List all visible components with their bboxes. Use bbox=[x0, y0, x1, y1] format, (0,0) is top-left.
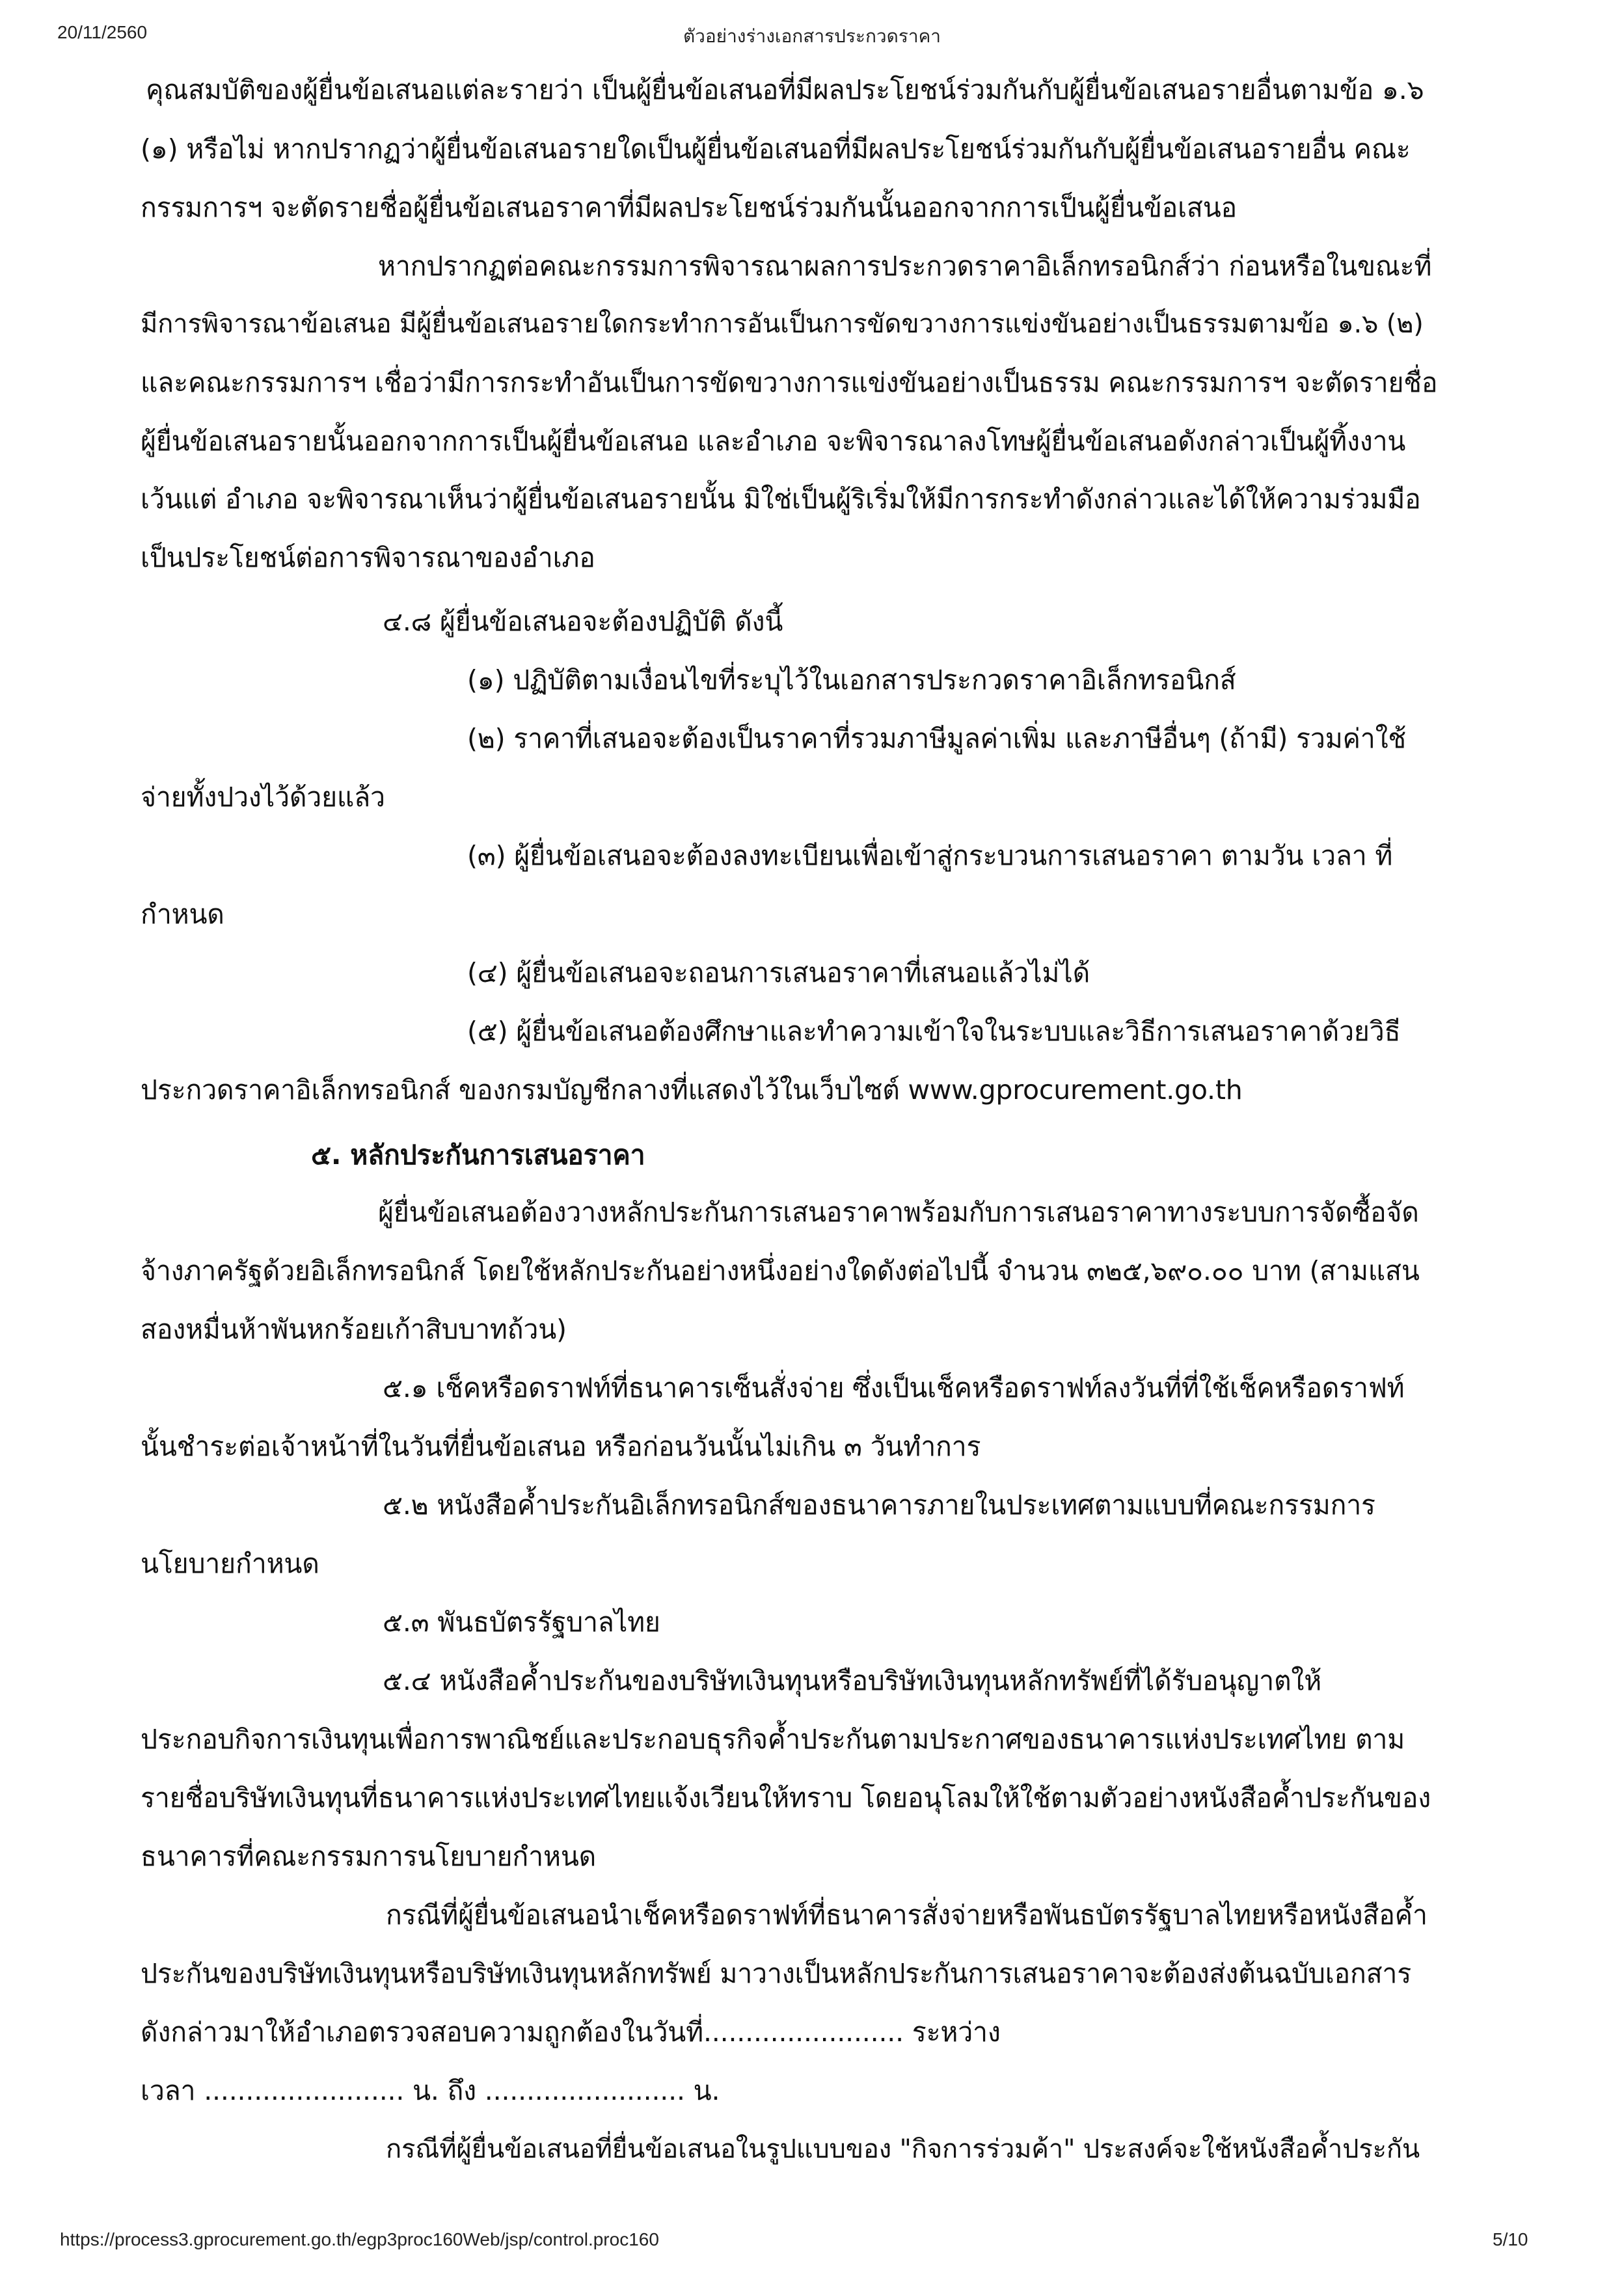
text-line-31: ธนาคารที่คณะกรรมการนโยบายกำหนด bbox=[141, 1841, 597, 1872]
text-line-18: ประกวดราคาอิเล็กทรอนิกส์ ของกรมบัญชีกลางที่แสดงไว้ในเว็บไซต์ www.gprocurement.go.th bbox=[141, 1074, 1243, 1106]
text-line-20: ผู้ยื่นข้อเสนอต้องวางหลักประกันการเสนอราคาพร้อมกับการเสนอราคาทางระบบการจัดซื้อจัด bbox=[378, 1197, 1419, 1228]
page-header-title: ตัวอย่างร่างเอกสารประกวดราคา bbox=[683, 26, 941, 46]
text-line-13: จ่ายทั้งปวงไว้ด้วยแล้ว bbox=[141, 781, 385, 813]
text-line-33: ประกันของบริษัทเงินทุนหรือบริษัทเงินทุนหลักทรัพย์ มาวางเป็นหลักประกันการเสนอราคาจะต้องส่งต้นฉบับเอกสาร bbox=[141, 1958, 1412, 1989]
page-number: 5/10 bbox=[1493, 2229, 1528, 2249]
section-5-heading: ๕. หลักประกันการเสนอราคา bbox=[311, 1139, 645, 1171]
item-4-8-2: (๒) ราคาที่เสนอจะต้องเป็นราคาที่รวมภาษีมูลค่าเพิ่ม และภาษีอื่นๆ (ถ้ามี) รวมค่าใช้ bbox=[467, 723, 1407, 754]
item-5-2: ๕.๒ หนังสือค้ำประกันอิเล็กทรอนิกส์ของธนาคารภายในประเทศตามแบบที่คณะกรรมการ bbox=[383, 1489, 1375, 1521]
item-4-8-3: (๓) ผู้ยื่นข้อเสนอจะต้องลงทะเบียนเพื่อเข้าสู่กระบวนการเสนอราคา ตามวัน เวลา ที่ bbox=[467, 840, 1393, 871]
item-4-8-5: (๕) ผู้ยื่นข้อเสนอต้องศึกษาและทำความเข้าใจในระบบและวิธีการเสนอราคาด้วยวิธี bbox=[467, 1016, 1401, 1047]
item-4-8-4: (๔) ผู้ยื่นข้อเสนอจะถอนการเสนอราคาที่เสนอแล้วไม่ได้ bbox=[467, 957, 1090, 988]
text-line-6: และคณะกรรมการฯ เชื่อว่ามีการกระทำอันเป็นการขัดขวางการแข่งขันอย่างเป็นธรรม คณะกรรมการฯ จะตัดรายชื่อ bbox=[141, 367, 1438, 398]
text-line-32: กรณีที่ผู้ยื่นข้อเสนอนำเช็คหรือดราฟท์ที่ธนาคารสั่งจ่ายหรือพันธบัตรรัฐบาลไทยหรือหนังสือค้ำ bbox=[386, 1899, 1428, 1931]
item-5-4: ๕.๔ หนังสือค้ำประกันของบริษัทเงินทุนหรือบริษัทเงินทุนหลักทรัพย์ที่ได้รับอนุญาตให้ bbox=[383, 1665, 1322, 1696]
text-line-5: มีการพิจารณาข้อเสนอ มีผู้ยื่นข้อเสนอรายใดกระทำการอันเป็นการขัดขวางการแข่งขันอย่างเป็นธรรมตามข้อ ๑.๖ (๒) bbox=[141, 309, 1424, 339]
text-line-4: หากปรากฏต่อคณะกรรมการพิจารณาผลการประกวดราคาอิเล็กทรอนิกส์ว่า ก่อนหรือในขณะที่ bbox=[378, 251, 1432, 282]
text-line-26: นโยบายกำหนด bbox=[141, 1548, 319, 1579]
text-line-35: เวลา ........................ น. ถึง ........................ น. bbox=[141, 2075, 720, 2106]
item-5-1: ๕.๑ เช็คหรือดราฟท์ที่ธนาคารเซ็นสั่งจ่าย ซึ่งเป็นเช็คหรือดราฟท์ลงวันที่ที่ใช้เช็คหรือดราฟท์ bbox=[383, 1372, 1405, 1404]
text-line-3: กรรมการฯ จะตัดรายชื่อผู้ยื่นข้อเสนอราคาที่มีผลประโยชน์ร่วมกันนั้นออกจากการเป็นผู้ยื่นข้อเสนอ bbox=[141, 192, 1237, 223]
footer-url: https://process3.gprocurement.go.th/egp3proc160Web/jsp/control.proc160 bbox=[60, 2229, 659, 2249]
text-line-1: คุณสมบัติของผู้ยื่นข้อเสนอแต่ละรายว่า เป็นผู้ยื่นข้อเสนอที่มีผลประโยชน์ร่วมกันกับผู้ยื่นข้อเสนอรายอื่นตามข้อ ๑.๖ bbox=[146, 74, 1424, 105]
text-line-7: ผู้ยื่นข้อเสนอรายนั้นออกจากการเป็นผู้ยื่นข้อเสนอ และอำเภอ จะพิจารณาลงโทษผู้ยื่นข้อเสนอดังกล่าวเป็นผู้ทิ้งงาน bbox=[141, 426, 1406, 457]
text-line-34: ดังกล่าวมาให้อำเภอตรวจสอบความถูกต้องในวันที่........................ ระหว่าง bbox=[141, 2016, 1001, 2048]
print-date: 20/11/2560 bbox=[57, 22, 148, 42]
text-line-9: เป็นประโยชน์ต่อการพิจารณาของอำเภอ bbox=[141, 542, 595, 573]
text-line-29: ประกอบกิจการเงินทุนเพื่อการพาณิชย์และประกอบธุรกิจค้ำประกันตามประกาศของธนาคารแห่งประเทศไทย ตาม bbox=[141, 1724, 1405, 1755]
item-5-3: ๕.๓ พันธบัตรรัฐบาลไทย bbox=[383, 1607, 660, 1638]
text-line-2: (๑) หรือไม่ หากปรากฏว่าผู้ยื่นข้อเสนอรายใดเป็นผู้ยื่นข้อเสนอที่มีผลประโยชน์ร่วมกันกับผู้ยื่นข้อเสนอรายอื่น คณะ bbox=[141, 133, 1411, 165]
text-line-22: สองหมื่นห้าพันหกร้อยเก้าสิบบาทถ้วน) bbox=[141, 1314, 567, 1345]
text-line-21: จ้างภาครัฐด้วยอิเล็กทรอนิกส์ โดยใช้หลักประกันอย่างหนึ่งอย่างใดดังต่อไปนี้ จำนวน ๓๒๕,๖๙๐.๐๐ บาท (สามแสน bbox=[141, 1255, 1420, 1286]
text-line-24: นั้นชำระต่อเจ้าหน้าที่ในวันที่ยื่นข้อเสนอ หรือก่อนวันนั้นไม่เกิน ๓ วันทำการ bbox=[141, 1431, 981, 1462]
section-4-8-heading: ๔.๘ ผู้ยื่นข้อเสนอจะต้องปฏิบัติ ดังนี้ bbox=[383, 606, 783, 637]
text-line-8: เว้นแต่ อำเภอ จะพิจารณาเห็นว่าผู้ยื่นข้อเสนอรายนั้น มิใช่เป็นผู้ริเริ่มให้มีการกระทำดังกล่าวและได้ให้ความร่วมมือ bbox=[141, 483, 1421, 515]
item-4-8-1: (๑) ปฏิบัติตามเงื่อนไขที่ระบุไว้ในเอกสารประกวดราคาอิเล็กทรอนิกส์ bbox=[467, 664, 1236, 696]
text-line-30: รายชื่อบริษัทเงินทุนที่ธนาคารแห่งประเทศไทยแจ้งเวียนให้ทราบ โดยอนุโลมให้ใช้ตามตัวอย่างหนังสือค้ำประกันของ bbox=[141, 1782, 1431, 1813]
text-line-36: กรณีที่ผู้ยื่นข้อเสนอที่ยื่นข้อเสนอในรูปแบบของ "กิจการร่วมค้า" ประสงค์จะใช้หนังสือค้ำประกัน bbox=[386, 2134, 1420, 2164]
text-line-15: กำหนด bbox=[141, 899, 224, 930]
